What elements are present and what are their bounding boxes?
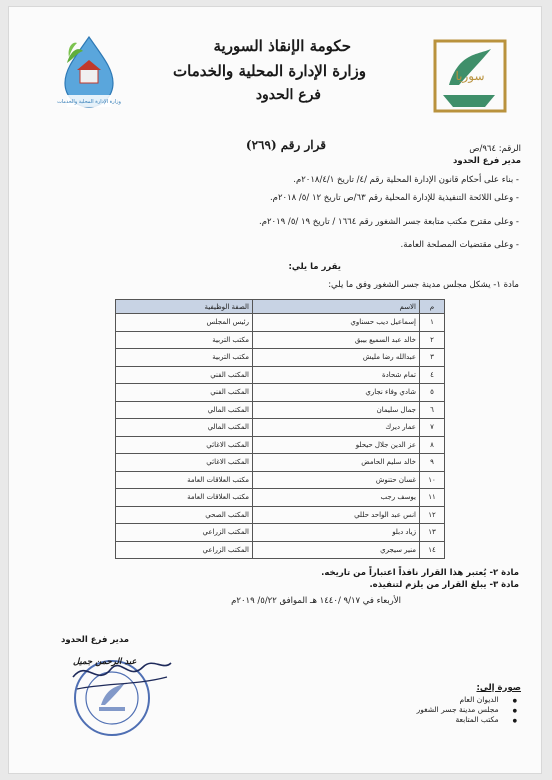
ministry-logo-text: وزارة الإدارة المحلية والخدمات xyxy=(57,99,121,105)
table-row xyxy=(116,454,445,472)
government-logo-icon xyxy=(429,35,511,117)
article-2: مادة ٢- يُعتبر هذا القرار نافذاً اعتباراً من تاريخه. xyxy=(321,568,519,578)
row-number: ٢ xyxy=(420,331,445,349)
table-row xyxy=(116,524,445,542)
row-number: ٤ xyxy=(420,366,445,384)
member-role: المكتب الاغاثي xyxy=(116,454,253,472)
preamble-line: - وعلى مقتضيات المصلحة العامة. xyxy=(400,240,519,250)
member-name: يوسف رجب xyxy=(253,489,420,507)
row-number: ٦ xyxy=(420,401,445,419)
table-row xyxy=(116,401,445,419)
member-name: انس عبد الواحد حللي xyxy=(253,506,420,524)
table-header-row xyxy=(116,300,445,314)
row-number: ١٤ xyxy=(420,541,445,559)
list-item: ● مجلس مدينة جسر الشغور xyxy=(397,705,517,715)
ministry-logo-icon xyxy=(57,33,121,113)
article-3: مادة ٣- يبلغ القرار من يلزم لتنفيذه. xyxy=(369,580,519,590)
signatory-name: عبد الرحمن جميل xyxy=(73,657,137,667)
table-row xyxy=(116,349,445,367)
member-role: مكتب التربية xyxy=(116,331,253,349)
preamble-line: - بناء على أحكام قانون الإدارة المحلية رقم /٤/ تاريخ ٢٠١٨/٤/١م. xyxy=(293,175,519,185)
member-name: إسماعيل ديب حسناوي xyxy=(253,314,420,332)
member-role: المكتب الاغاثي xyxy=(116,436,253,454)
member-role: المكتب الفني xyxy=(116,366,253,384)
article-1: مادة ١- يشكل مجلس مدينة جسر الشغور وفق ما يلي: xyxy=(328,280,519,290)
member-name: خالد عبد السميع بيبق xyxy=(253,331,420,349)
column-header-number: م xyxy=(420,300,445,314)
member-name: تمام شحادة xyxy=(253,366,420,384)
member-name: غسان حتنوش xyxy=(253,471,420,489)
row-number: ٥ xyxy=(420,384,445,402)
member-name: عمار ديرك xyxy=(253,419,420,437)
members-table xyxy=(115,299,445,559)
row-number: ١ xyxy=(420,314,445,332)
ministry-title: وزارة الإدارة المحلية والخدمات xyxy=(173,62,366,80)
branch-title: فرع الحدود xyxy=(255,87,321,103)
member-role: المكتب الصحي xyxy=(116,506,253,524)
table-row xyxy=(116,471,445,489)
list-item: ● الديوان العام xyxy=(397,695,517,705)
document-page xyxy=(8,6,542,774)
signatory-title: مدير فرع الحدود xyxy=(61,635,130,645)
member-role: مكتب العلاقات العامة xyxy=(116,471,253,489)
reference-number: الرقم: ٩٦٤/ص xyxy=(469,144,521,154)
column-header-name: الاسم xyxy=(253,300,420,314)
copies-list xyxy=(397,695,517,725)
table-row xyxy=(116,314,445,332)
member-role: المكتب المالي xyxy=(116,419,253,437)
table-row xyxy=(116,489,445,507)
handwritten-signature-icon xyxy=(67,647,177,707)
member-role: مكتب العلاقات العامة xyxy=(116,489,253,507)
member-role: المكتب المالي xyxy=(116,401,253,419)
table-row xyxy=(116,331,445,349)
member-role: المكتب الفني xyxy=(116,384,253,402)
row-number: ٧ xyxy=(420,419,445,437)
column-header-role: الصفة الوظيفية xyxy=(116,300,253,314)
table-row xyxy=(116,541,445,559)
row-number: ١٣ xyxy=(420,524,445,542)
copies-label: صورة إلى: xyxy=(476,683,521,693)
issue-date: الأربعاء في ٩/١٧ /١٤٤٠ هـ الموافق ٥/٢٢/ ٢٠١٩م xyxy=(231,596,401,606)
table-row xyxy=(116,436,445,454)
row-number: ١٢ xyxy=(420,506,445,524)
preamble-line: - وعلى مقترح مكتب متابعة جسر الشغور رقم ١٦٦٤ / تاريخ ١٩ /٥/ ٢٠١٩م. xyxy=(259,217,519,227)
member-name: شادي وفاء نجاري xyxy=(253,384,420,402)
member-name: عبدالله رضا مليش xyxy=(253,349,420,367)
row-number: ٩ xyxy=(420,454,445,472)
member-role: مكتب التربية xyxy=(116,349,253,367)
row-number: ١٠ xyxy=(420,471,445,489)
member-name: عز الدين جلال حيحلو xyxy=(253,436,420,454)
member-name: جمال سليمان xyxy=(253,401,420,419)
list-item: ● مكتب المتابعة xyxy=(397,715,517,725)
member-name: خالد سليم الحامض xyxy=(253,454,420,472)
reference-sender: مدير فرع الحدود xyxy=(452,156,521,166)
member-role: رئيس المجلس xyxy=(116,314,253,332)
member-name: زياد دبلو xyxy=(253,524,420,542)
decides-heading: يقرر ما يلي: xyxy=(288,262,341,272)
row-number: ١١ xyxy=(420,489,445,507)
row-number: ٨ xyxy=(420,436,445,454)
table-row xyxy=(116,506,445,524)
preamble-line: - وعلى اللائحة التنفيذية للإدارة المحلية رقم ٦٣/ص تاريخ ١٢ /٥/ ٢٠١٨م. xyxy=(269,193,519,203)
row-number: ٣ xyxy=(420,349,445,367)
government-logo-text: سوريا xyxy=(455,69,485,83)
member-role: المكتب الزراعي xyxy=(116,524,253,542)
member-name: منير سيجري xyxy=(253,541,420,559)
table-row xyxy=(116,419,445,437)
table-row xyxy=(116,366,445,384)
decision-title: قرار رقم (٢٦٩) xyxy=(245,138,326,152)
government-title: حكومة الإنقاذ السورية xyxy=(213,37,351,55)
table-row xyxy=(116,384,445,402)
member-role: المكتب الزراعي xyxy=(116,541,253,559)
